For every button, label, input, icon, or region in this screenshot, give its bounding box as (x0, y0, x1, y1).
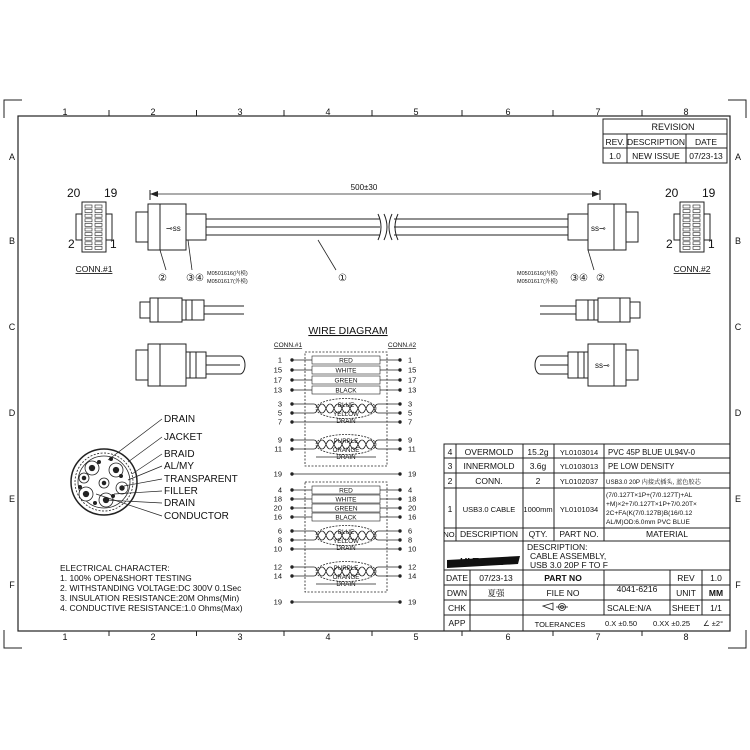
wd-pin-right-6: 6 (408, 526, 413, 536)
conn1-label: CONN.#1 (75, 264, 113, 274)
bom-row4-part: YL0103014 (559, 448, 599, 457)
grid-row-B: B (8, 236, 16, 246)
cross-section-label-3: AL/MY (164, 461, 195, 472)
wire-diagram (274, 325, 417, 607)
description-line-1: CABLE ASSEMBLY, (530, 551, 607, 561)
cross-section-label-1: JACKET (164, 432, 203, 443)
bom-row3-material: PE LOW DENSITY (608, 462, 675, 471)
wd-wire-green: GREEN (334, 505, 358, 513)
app-label: APP (448, 618, 466, 628)
bom-header-desc: DESCRIPTION (459, 529, 519, 539)
conn2-pin-19: 19 (702, 186, 716, 200)
cross-section-core (79, 487, 93, 501)
cross-section-label-6: DRAIN (164, 498, 196, 509)
grid-col-bottom-4: 4 (325, 632, 331, 642)
wd-pin-left-5: 5 (277, 408, 282, 418)
date-label: DATE (445, 573, 469, 583)
wire-diagram-right-head: CONN.#2 (387, 342, 417, 349)
electrical-line-3: 3. INSULATION RESISTANCE:20M Ohms(Min) (60, 593, 240, 603)
grid-col-4: 4 (325, 107, 331, 117)
revision-desc-value: NEW ISSUE (632, 151, 680, 161)
dwn-label: DWN (446, 588, 468, 598)
wd-pin-right-19: 19 (408, 469, 417, 479)
wd-pin-left-3: 3 (277, 399, 282, 409)
cross-section-core (116, 482, 128, 494)
wd-pin-right-3: 3 (408, 399, 413, 409)
bom-row1-qty: 1000mm (523, 505, 553, 514)
wd-pin-right-13: 13 (408, 385, 417, 395)
wd-pin-right-10: 10 (408, 544, 417, 554)
wd-pair1-c3: DRAIN (336, 418, 356, 425)
grid-col-bottom-2: 2 (150, 632, 156, 642)
bom-row3-part: YL0103013 (559, 462, 599, 471)
conn1-pin-2: 2 (68, 237, 75, 251)
company-logo-text: ULT-unite (459, 557, 505, 568)
grid-col-6: 6 (505, 107, 511, 117)
wd-pin-left-14: 14 (273, 571, 282, 581)
wd-pin-left-16: 16 (273, 512, 282, 522)
wd-pin-right-4: 4 (408, 485, 413, 495)
revision-title: REVISION (651, 122, 695, 132)
title-block (444, 541, 730, 631)
bom-row2-material: USB3.0 20P 内接式插头, 蓝色胶芯 (606, 479, 701, 486)
bom-row2-part: YL0102037 (559, 477, 599, 486)
wd-pin-left-7: 7 (277, 417, 282, 427)
wd-pin-left-12: 12 (273, 562, 282, 572)
callout-part-a-left: M0501616(内模) (207, 271, 248, 277)
callout-1: ① (338, 273, 347, 284)
scale-label: SCALE:N/A (607, 603, 652, 613)
callout-part-a-right: M0501616(内模) (517, 271, 558, 277)
wd-pin-left-10: 10 (273, 544, 282, 554)
tolerance-angle: ∠ ±2° (703, 619, 724, 628)
grid-row-A: A (8, 152, 16, 162)
date-value: 07/23-13 (479, 573, 513, 583)
length-dimension (150, 183, 600, 200)
grid-col-2: 2 (150, 107, 156, 117)
grid-col-bottom-7: 7 (595, 632, 601, 642)
conn1-face (67, 186, 118, 274)
conn2-label: CONN.#2 (673, 264, 711, 274)
wd-pair1-c1: BLUE (337, 402, 355, 409)
length-dimension-value: 500±30 (350, 183, 378, 192)
wd-wire-black: BLACK (335, 514, 357, 522)
conn1-pin-1: 1 (110, 237, 117, 251)
wd-pair2-c3: DRAIN (336, 454, 356, 461)
cable-assembly-view (136, 204, 638, 250)
wd-pin-left-15: 15 (273, 365, 282, 375)
wd-pin-left-13: 13 (273, 385, 282, 395)
rev-value: 1.0 (710, 573, 722, 583)
wd-pin-right-12: 12 (408, 562, 417, 572)
grid-row-D: D (8, 408, 16, 418)
wire-diagram-title: WIRE DIAGRAM (308, 325, 388, 337)
description-line-2: USB 3.0 20P F TO F (530, 560, 608, 570)
electrical-line-1: 1. 100% OPEN&SHORT TESTING (60, 573, 192, 583)
revision-header-rev: REV. (605, 137, 625, 147)
revision-date-value: 07/23-13 (689, 151, 723, 161)
callout-34-right: ③④ (570, 273, 588, 284)
conn1-pin-20: 20 (67, 186, 81, 200)
wd-pair4-c3: DRAIN (336, 581, 356, 588)
bom-row1-material-line2: +M)×2+7/0.127T×1P+7/0.20T× (606, 501, 697, 508)
callout-2-left: ② (158, 273, 167, 284)
bom-row2-desc: CONN. (475, 476, 503, 486)
grid-col-bottom-5: 5 (413, 632, 419, 642)
bom-row3-qty: 3.6g (529, 461, 547, 471)
cross-section-label-4: TRANSPARENT (164, 474, 238, 485)
grid-col-bottom-3: 3 (237, 632, 243, 642)
wd-wire-green: GREEN (334, 377, 358, 385)
bom-row1-no: 1 (447, 504, 453, 514)
bom-row4-desc: OVERMOLD (464, 447, 514, 457)
bom-row2-no: 2 (447, 476, 453, 486)
electrical-line-2: 2. WITHSTANDING VOLTAGE:DC 300V 0.1Sec (60, 583, 242, 593)
bom-row1-material-line1: (7/0.127T×1P+(7/0.127T)+AL (606, 492, 693, 499)
dwn-value: 夏强 (487, 588, 505, 598)
grid-col-5: 5 (413, 107, 419, 117)
wd-pin-right-5: 5 (408, 408, 413, 418)
wd-pair3-c3: DRAIN (336, 545, 356, 552)
wd-wire-red: RED (339, 487, 353, 495)
electrical-line-4: 4. CONDUCTIVE RESISTANCE:1.0 Ohms(Max) (60, 603, 243, 613)
cross-section-label-0: DRAIN (164, 414, 196, 425)
cross-section-label-5: FILLER (164, 486, 198, 497)
wd-pin-left-8: 8 (277, 535, 282, 545)
wd-pin-right-17: 17 (408, 375, 417, 385)
grid-row-right-F: F (735, 580, 741, 590)
conn1-side-views (136, 298, 245, 386)
grid-row-F: F (9, 580, 15, 590)
cable-cross-section (71, 414, 238, 522)
wd-pin-left-11: 11 (274, 444, 282, 454)
electrical-character (60, 563, 243, 613)
callout-part-b-right: M0501617(外模) (517, 279, 558, 285)
revision-table (603, 119, 727, 163)
wd-pair4-c1: PURPLE (333, 565, 359, 572)
file-no-label: FILE NO (546, 588, 580, 598)
grid-row-right-B: B (734, 236, 742, 246)
grid-col-8: 8 (683, 107, 689, 117)
wd-pin-left-9: 9 (277, 435, 282, 445)
bom-header-qty: QTY. (528, 529, 548, 539)
bom-row4-no: 4 (447, 447, 453, 457)
bom-row1-part: YL0101034 (559, 505, 599, 514)
svg-text:⊸ss: ⊸ss (166, 224, 181, 233)
projection-symbol-icon (543, 603, 568, 611)
grid-col-1: 1 (62, 107, 68, 117)
wd-wire-white: WHITE (335, 367, 357, 375)
wd-pin-left-18: 18 (273, 494, 282, 504)
revision-header-date: DATE (694, 137, 718, 147)
callout-34-left: ③④ (186, 273, 204, 284)
wd-pin-right-11: 11 (408, 444, 416, 454)
conn2-pin-1: 1 (708, 237, 715, 251)
bom-header-material: MATERIAL (646, 529, 688, 539)
unit-label: UNIT (676, 588, 696, 598)
cross-section-core (99, 478, 109, 488)
bill-of-materials (443, 444, 730, 541)
wd-pair2-c2: ORANGE (332, 447, 360, 454)
bom-row1-desc: USB3.0 CABLE (462, 505, 516, 514)
wd-pin-left-19: 19 (273, 469, 282, 479)
bom-row1-material-line4: AL/M)OD:6.0mm PVC BLUE (606, 519, 690, 526)
grid-col-3: 3 (237, 107, 243, 117)
wd-pin-right-18: 18 (408, 494, 417, 504)
bom-row1-material-line3: 2C+FA(K(7/0.127B)B(16/0.12 (606, 510, 693, 517)
callout-leaders (160, 240, 594, 270)
bom-row3-no: 3 (447, 461, 453, 471)
conn2-pin-20: 20 (665, 186, 679, 200)
svg-text:ss⊸: ss⊸ (591, 224, 606, 233)
cross-section-core (79, 473, 89, 483)
cross-section-core (85, 461, 99, 475)
wd-pin-right-19: 19 (408, 597, 417, 607)
wd-pin-right-15: 15 (408, 365, 417, 375)
wd-pair2-c1: PURPLE (333, 438, 359, 445)
wd-pin-left-1: 1 (277, 355, 282, 365)
part-no-label: PART NO (544, 573, 582, 583)
grid-column-labels-bottom (62, 631, 688, 642)
part-no-value: 4041-6216 (616, 584, 658, 594)
grid-row-C: C (8, 322, 16, 332)
tolerance-one-decimal: 0.X ±0.50 (605, 619, 638, 628)
sheet-value: 1/1 (710, 603, 722, 613)
tolerance-two-decimal: 0.XX ±0.25 (653, 619, 691, 628)
grid-col-7: 7 (595, 107, 601, 117)
grid-col-bottom-6: 6 (505, 632, 511, 642)
wd-pair3-c1: BLUE (337, 529, 355, 536)
sheet-label: SHEET (671, 603, 701, 613)
grid-row-right-D: D (734, 408, 742, 418)
callout-part-b-left: M0501617(外模) (207, 279, 248, 285)
grid-row-labels-right (735, 152, 742, 590)
conn2-side-views (535, 298, 640, 386)
bom-row3-desc: INNERMOLD (463, 461, 515, 471)
wd-pin-right-14: 14 (408, 571, 417, 581)
wd-pin-left-4: 4 (277, 485, 282, 495)
grid-row-E: E (8, 494, 16, 504)
bom-header-part: PART NO. (559, 529, 599, 539)
cross-section-label-2: BRAID (164, 449, 195, 460)
bom-header-no: NO. (443, 530, 457, 539)
grid-row-right-C: C (734, 322, 742, 332)
conn2-face (665, 186, 716, 274)
wd-pin-right-9: 9 (408, 435, 413, 445)
wd-pin-left-19: 19 (273, 597, 282, 607)
revision-header-desc: DESCRIPTION (626, 137, 686, 147)
grid-row-labels (9, 152, 16, 590)
revision-rev-value: 1.0 (609, 151, 621, 161)
bom-row4-material: PVC 45P BLUE UL94V-0 (608, 448, 695, 457)
description-label: DESCRIPTION: (527, 542, 588, 552)
wd-pin-left-6: 6 (277, 526, 282, 536)
wd-wire-white: WHITE (335, 496, 357, 504)
grid-row-right-A: A (734, 152, 742, 162)
callout-2-right: ② (596, 273, 605, 284)
wire-diagram-left-head: CONN.#1 (273, 342, 303, 349)
wd-wire-black: BLACK (335, 387, 357, 395)
bom-row4-qty: 15.2g (527, 447, 549, 457)
wd-pin-left-17: 17 (273, 375, 282, 385)
chk-label: CHK (448, 603, 466, 613)
wd-pair4-c2: ORANGE (332, 574, 360, 581)
rev-label: REV (677, 573, 695, 583)
unit-value: MM (708, 588, 724, 598)
company-logo (447, 556, 520, 568)
grid-col-bottom-1: 1 (62, 632, 68, 642)
grid-col-bottom-8: 8 (683, 632, 689, 642)
wd-pin-right-1: 1 (408, 355, 413, 365)
wd-pair3-c2: YELLOW (333, 538, 359, 545)
wd-pin-right-16: 16 (408, 512, 417, 522)
wd-wire-red: RED (339, 357, 353, 365)
electrical-title: ELECTRICAL CHARACTER: (60, 563, 170, 573)
tolerances-label: TOLERANCES (534, 620, 586, 629)
wd-pair1-c2: YELLOW (333, 411, 359, 418)
wd-pin-left-20: 20 (273, 503, 282, 513)
cross-section-label-7: CONDUCTOR (164, 511, 229, 522)
wd-pin-right-7: 7 (408, 417, 413, 427)
conn1-pin-19: 19 (104, 186, 118, 200)
svg-text:ss⊸: ss⊸ (595, 361, 610, 370)
conn2-pin-2: 2 (666, 237, 673, 251)
wd-pin-right-20: 20 (408, 503, 417, 513)
wd-pin-right-8: 8 (408, 535, 413, 545)
grid-row-right-E: E (734, 494, 742, 504)
bom-row2-qty: 2 (535, 476, 541, 486)
